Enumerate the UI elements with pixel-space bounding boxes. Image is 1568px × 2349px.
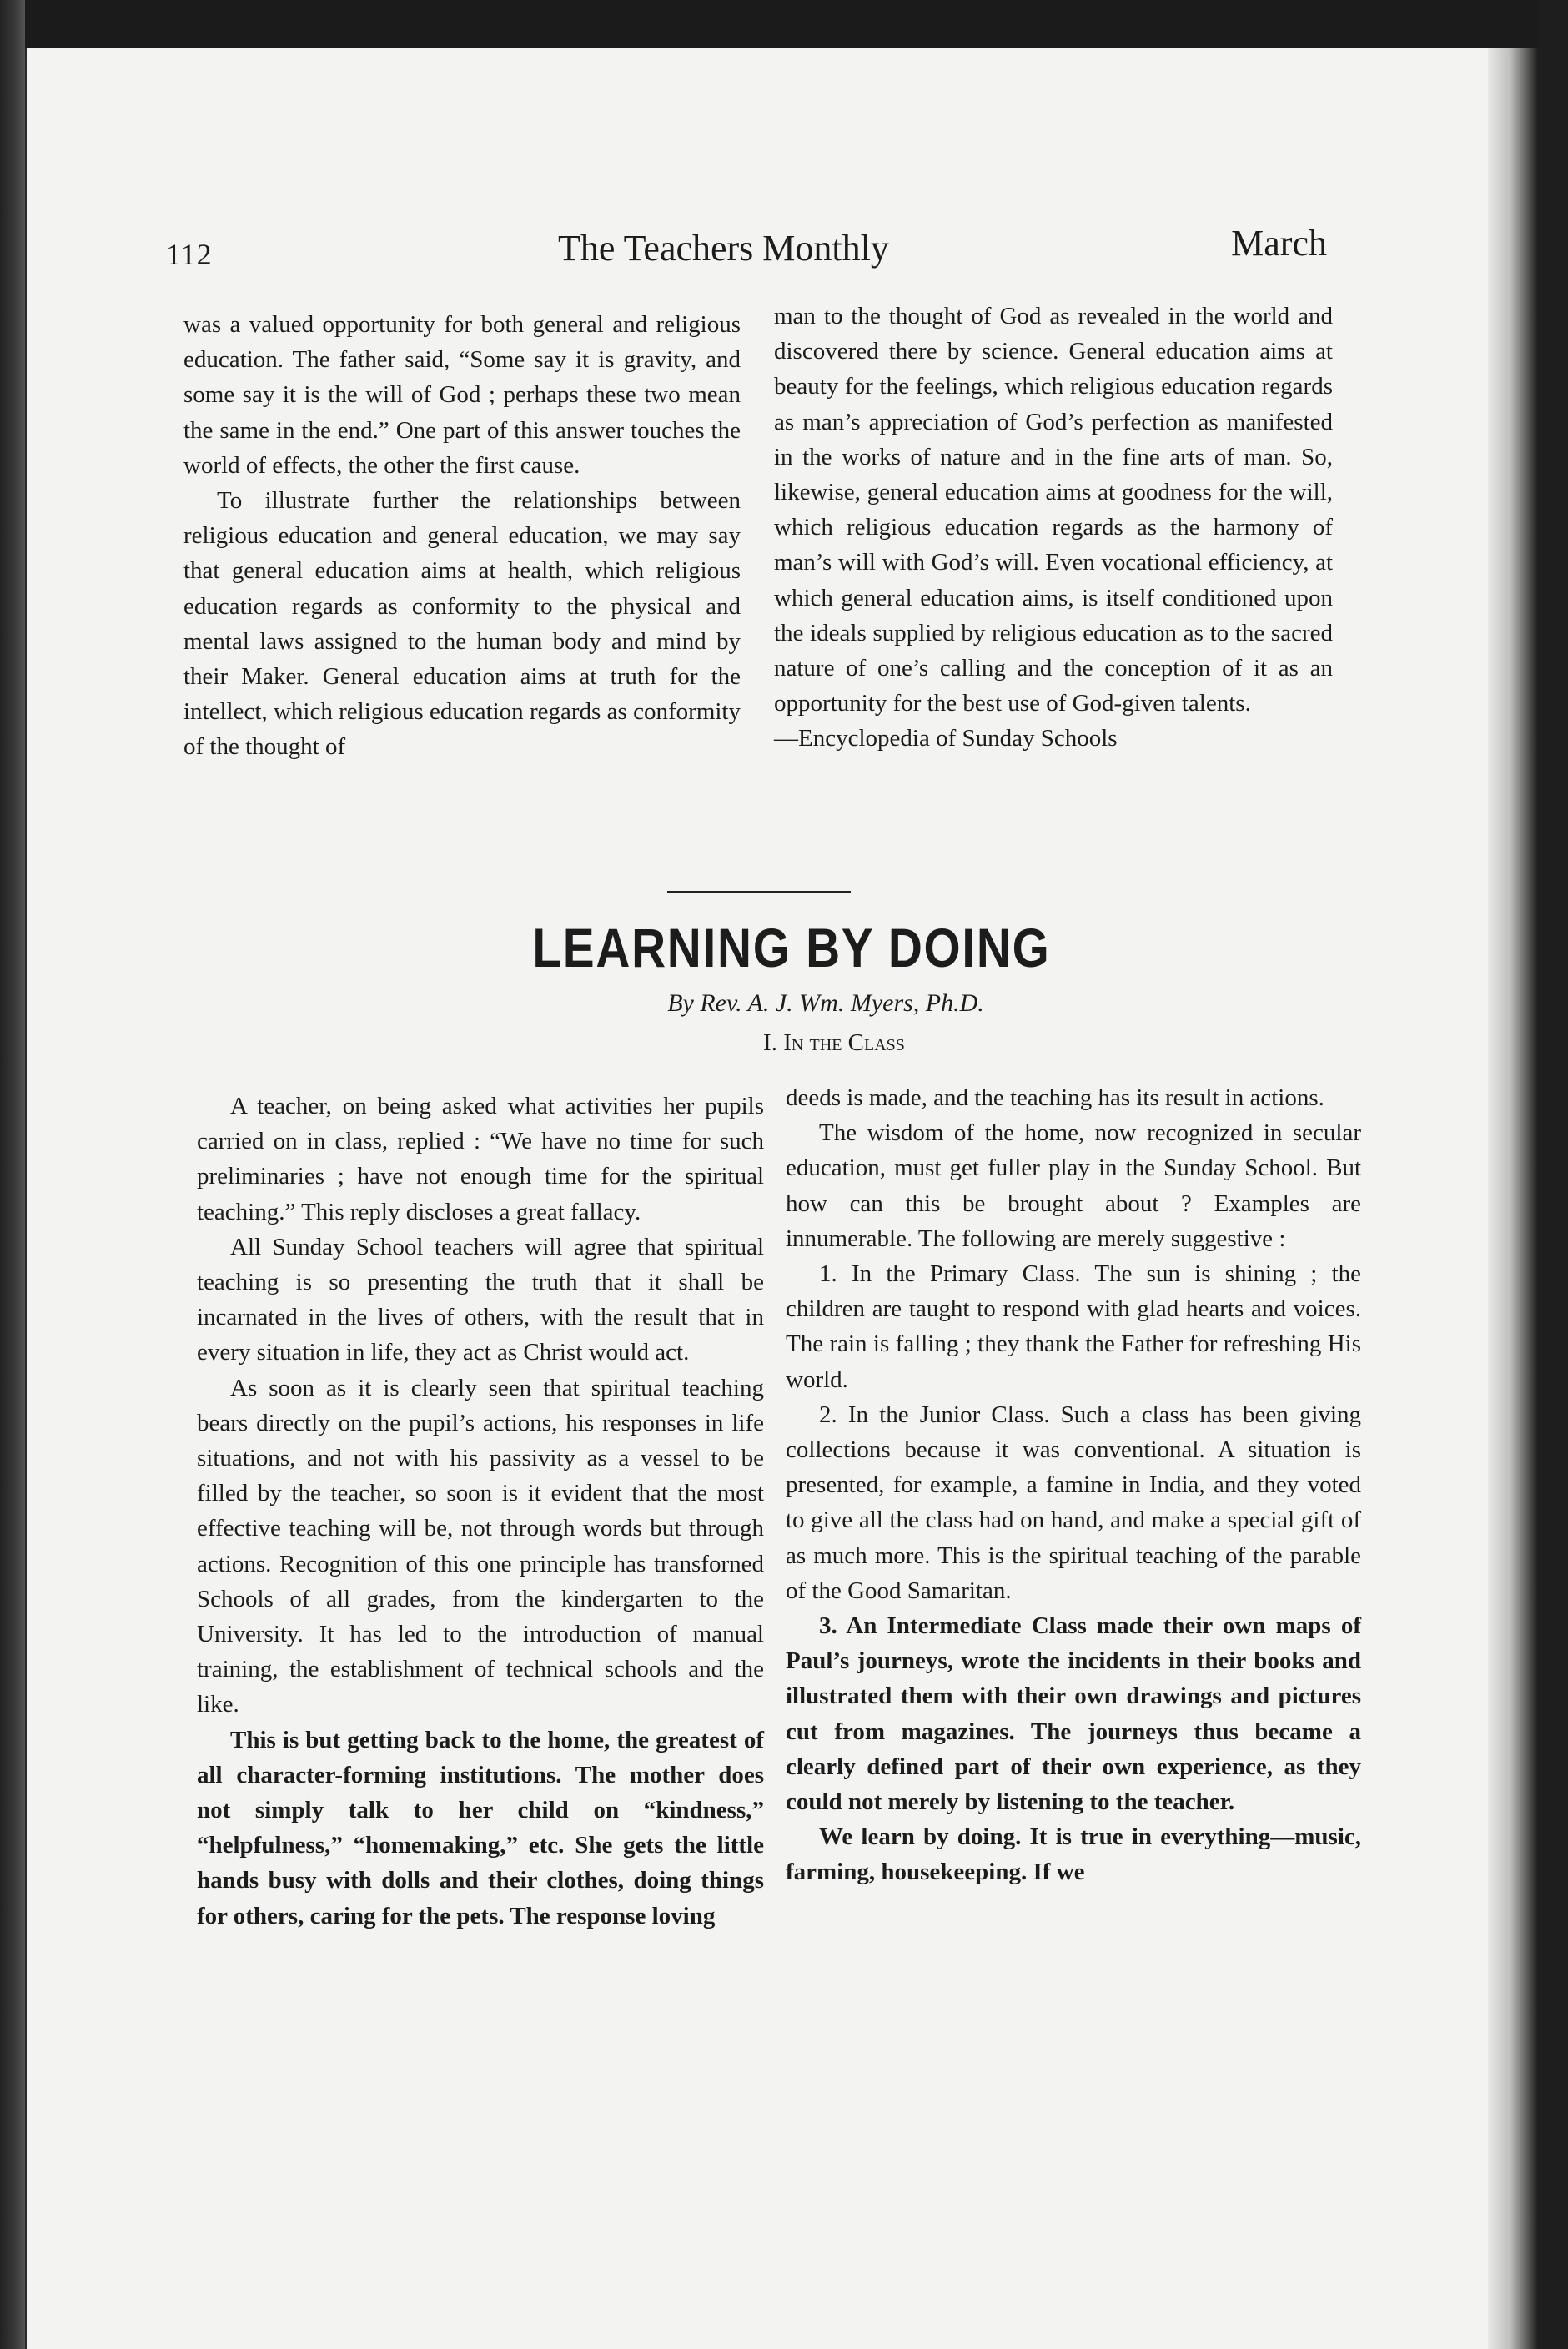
- top-right-column: [774, 299, 1333, 757]
- page-header: [166, 219, 1327, 277]
- scan-border-right: [1538, 0, 1568, 2349]
- top-left-column: [183, 307, 741, 765]
- section-heading: I. In the Class: [763, 1029, 905, 1056]
- paragraph: To illustrate further the relationships between religious education and general education, we may say that general education aims at health, which religious education regards as conformity to the physical and mental laws assigned to the human body and mind by their Maker. General education aims at truth for the intellect, which religious education regards as conformity of the thought of: [183, 487, 741, 761]
- paragraph: 3. An Intermediate Class made their own maps of Paul’s journeys, wrote the incidents in their books and illustrated them with their own drawings and pictures cut from magazines. The journeys thus became a clearly defined part of their own experience, as they could not merely by listening to the teacher.: [786, 1612, 1361, 1816]
- bottom-left-column: [197, 1089, 764, 1934]
- paragraph: 1. In the Primary Class. The sun is shining ; the children are taught to respond with glad hearts and voices. The rain is falling ; they thank the Father for refreshing His world.: [786, 1260, 1361, 1393]
- paragraph: All Sunday School teachers will agree that spiritual teaching is so presenting the truth that it shall be incarnated in the lives of others, with the result that in every situation in life, they act as Christ would act.: [197, 1233, 764, 1366]
- bottom-right-column: [786, 1080, 1361, 1890]
- page-edge-shadow: [1488, 48, 1538, 2349]
- article-title: LEARNING BY DOING: [532, 917, 1051, 978]
- paragraph: 2. In the Junior Class. Such a class has been giving collections because it was conventional. A situation is presented, for example, a famine in India, and they voted to give all the class had on hand, and make a special gift of as much more. This is the spiritual teaching of the parable of the Good Samaritan.: [786, 1401, 1361, 1604]
- article-byline: By Rev. A. J. Wm. Myers, Ph.D.: [667, 989, 984, 1017]
- scan-border-top: [0, 0, 1568, 48]
- running-month: March: [1231, 223, 1327, 264]
- section-divider: [667, 891, 851, 893]
- page-number: 112: [166, 238, 213, 271]
- paragraph: A teacher, on being asked what activities her pupils carried on in class, replied : “We have no time for such preliminaries ; have not enough time for the spiritual teaching.” This reply discloses a great fallacy.: [197, 1093, 764, 1225]
- paragraph: The wisdom of the home, now recognized in secular education, must get fuller play in the Sunday School. But how can this be brought about ? Examples are innumerable. The following are merely suggestive :: [786, 1119, 1361, 1252]
- paragraph: This is but getting back to the home, the greatest of all character-forming institutions. The mother does not simply talk to her child on “kindness,” “helpfulness,” “homemaking,” etc. She gets the little hands busy with dolls and their clothes, doing things for others, caring for the pets. The response loving: [197, 1726, 764, 1929]
- attribution: —Encyclopedia of Sunday Schools: [774, 725, 1118, 752]
- paragraph: man to the thought of God as revealed in the world and discovered there by science. General education aims at beauty for the feelings, which religious education regards as man’s appreciation of God’s perfection as manifested in the works of nature and in the fine arts of man. So, likewise, general education aims at goodness for the will, which religious education regards as the harmony of man’s will with God’s will. Even vocational efficiency, at which general education aims, is itself conditioned upon the ideals supplied by religious education as to the sacred nature of one’s calling and the conception of it as an opportunity for the best use of God-given talents.: [774, 303, 1333, 717]
- paragraph: was a valued opportunity for both general and religious education. The father said, “Some say it is gravity, and some say it is the will of God ; perhaps these two mean the same in the end.” One part of this answer touches the world of effects, the other the first cause.: [183, 311, 741, 479]
- paragraph: deeds is made, and the teaching has its result in actions.: [786, 1084, 1324, 1111]
- paragraph: As soon as it is clearly seen that spiritual teaching bears directly on the pupil’s actions, his responses in life situations, and not with his passivity as a vessel to be filled by the teacher, so soon is it evident that the most effective teaching will be, not through words but through actions. Recognition of this one principle has transforned Schools of all grades, from the kindergarten to the University. It has led to the introduction of manual training, the establishment of technical schools and the like.: [197, 1374, 764, 1718]
- running-title: The Teachers Monthly: [558, 228, 889, 269]
- paragraph: We learn by doing. It is true in everything—music, farming, housekeeping. If we: [786, 1823, 1361, 1886]
- scan-border-left: [0, 0, 25, 2349]
